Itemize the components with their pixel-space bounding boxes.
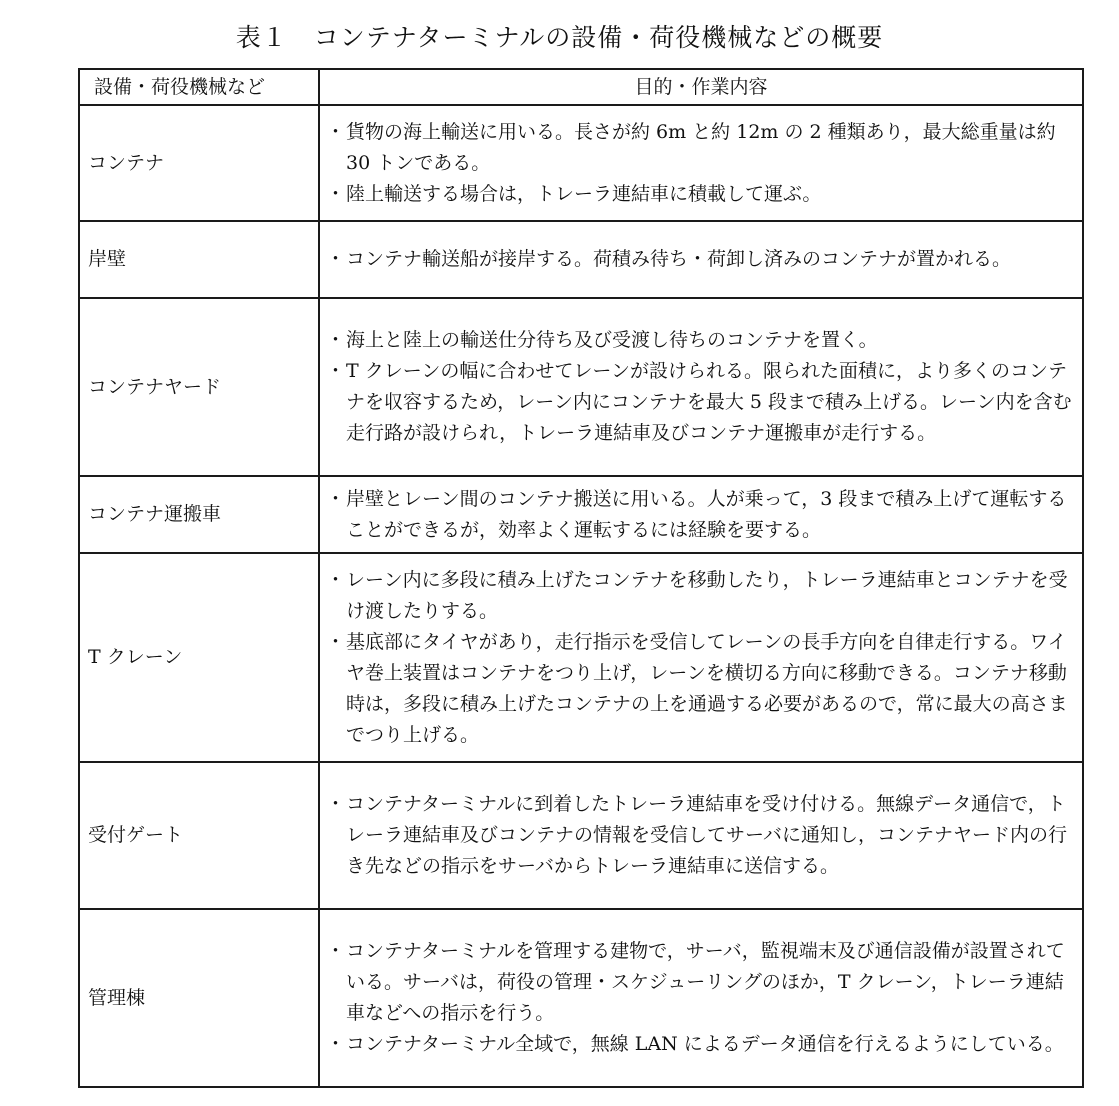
table-row — [79, 105, 1083, 221]
description-item: ・ 陸上輸送する場合は，トレーラ連結車に積載して運ぶ。 — [326, 179, 1074, 210]
description-item: ・ コンテナターミナル全域で，無線 LAN によるデータ通信を行えるようにしている。 — [326, 1029, 1074, 1060]
description-item: ・ コンテナ輸送船が接岸する。荷積み待ち・荷卸し済みのコンテナが置かれる。 — [326, 244, 1074, 275]
table-header-row — [79, 69, 1083, 105]
equipment-overview-table — [78, 68, 1084, 1088]
description-item: ・ 海上と陸上の輸送仕分待ち及び受渡し待ちのコンテナを置く。 — [326, 325, 1074, 356]
table-row — [79, 909, 1083, 1087]
table-row — [79, 476, 1083, 553]
table-row — [79, 553, 1083, 762]
description-item: ・ コンテナターミナルに到着したトレーラ連結車を受け付ける。無線データ通信で，トレーラ連結車及びコンテナの情報を受信してサーバに通知し，コンテナヤード内の行き先などの指示をサーバからトレーラ連結車に送信する。 — [326, 789, 1074, 882]
equipment-name: コンテナヤード — [79, 298, 319, 476]
table-row — [79, 221, 1083, 298]
equipment-name: 受付ゲート — [79, 762, 319, 909]
equipment-description — [319, 298, 1083, 476]
equipment-name: 岸壁 — [79, 221, 319, 298]
table-title: 表１ コンテナターミナルの設備・荷役機械などの概要 — [235, 23, 884, 52]
equipment-name: コンテナ運搬車 — [79, 476, 319, 553]
description-item: ・ T クレーンの幅に合わせてレーンが設けられる。限られた面積に，より多くのコンテナを収容するため，レーン内にコンテナを最大 5 段まで積み上げる。レーン内を含む走行路が設けられ，トレーラ連結車及びコンテナ運搬車が走行する。 — [326, 356, 1074, 449]
equipment-name: 管理棟 — [79, 909, 319, 1087]
equipment-description — [319, 909, 1083, 1087]
equipment-name: コンテナ — [79, 105, 319, 221]
description-item: ・ コンテナターミナルを管理する建物で，サーバ，監視端末及び通信設備が設置されている。サーバは，荷役の管理・スケジューリングのほか，T クレーン，トレーラ連結車などへの指示を行う。 — [326, 936, 1074, 1029]
description-item: ・ 基底部にタイヤがあり，走行指示を受信してレーンの長手方向を自律走行する。ワイヤ巻上装置はコンテナをつり上げ，レーンを横切る方向に移動できる。コンテナ移動時は，多段に積み上げたコンテナの上を通過する必要があるので，常に最大の高さまでつり上げる。 — [326, 627, 1074, 751]
equipment-description — [319, 476, 1083, 553]
equipment-description — [319, 553, 1083, 762]
equipment-name: T クレーン — [79, 553, 319, 762]
column-header-equipment: 設備・荷役機械など — [79, 69, 319, 105]
equipment-description — [319, 221, 1083, 298]
description-item: ・ 貨物の海上輸送に用いる。長さが約 6m と約 12m の 2 種類あり，最大総重量は約 30 トンである。 — [326, 117, 1074, 179]
description-item: ・ 岸壁とレーン間のコンテナ搬送に用いる。人が乗って，3 段まで積み上げて運転することができるが，効率よく運転するには経験を要する。 — [326, 484, 1074, 546]
description-item: ・ レーン内に多段に積み上げたコンテナを移動したり，トレーラ連結車とコンテナを受け渡したりする。 — [326, 565, 1074, 627]
equipment-description — [319, 762, 1083, 909]
column-header-purpose: 目的・作業内容 — [319, 69, 1083, 105]
equipment-description — [319, 105, 1083, 221]
table-row — [79, 298, 1083, 476]
table-row — [79, 762, 1083, 909]
